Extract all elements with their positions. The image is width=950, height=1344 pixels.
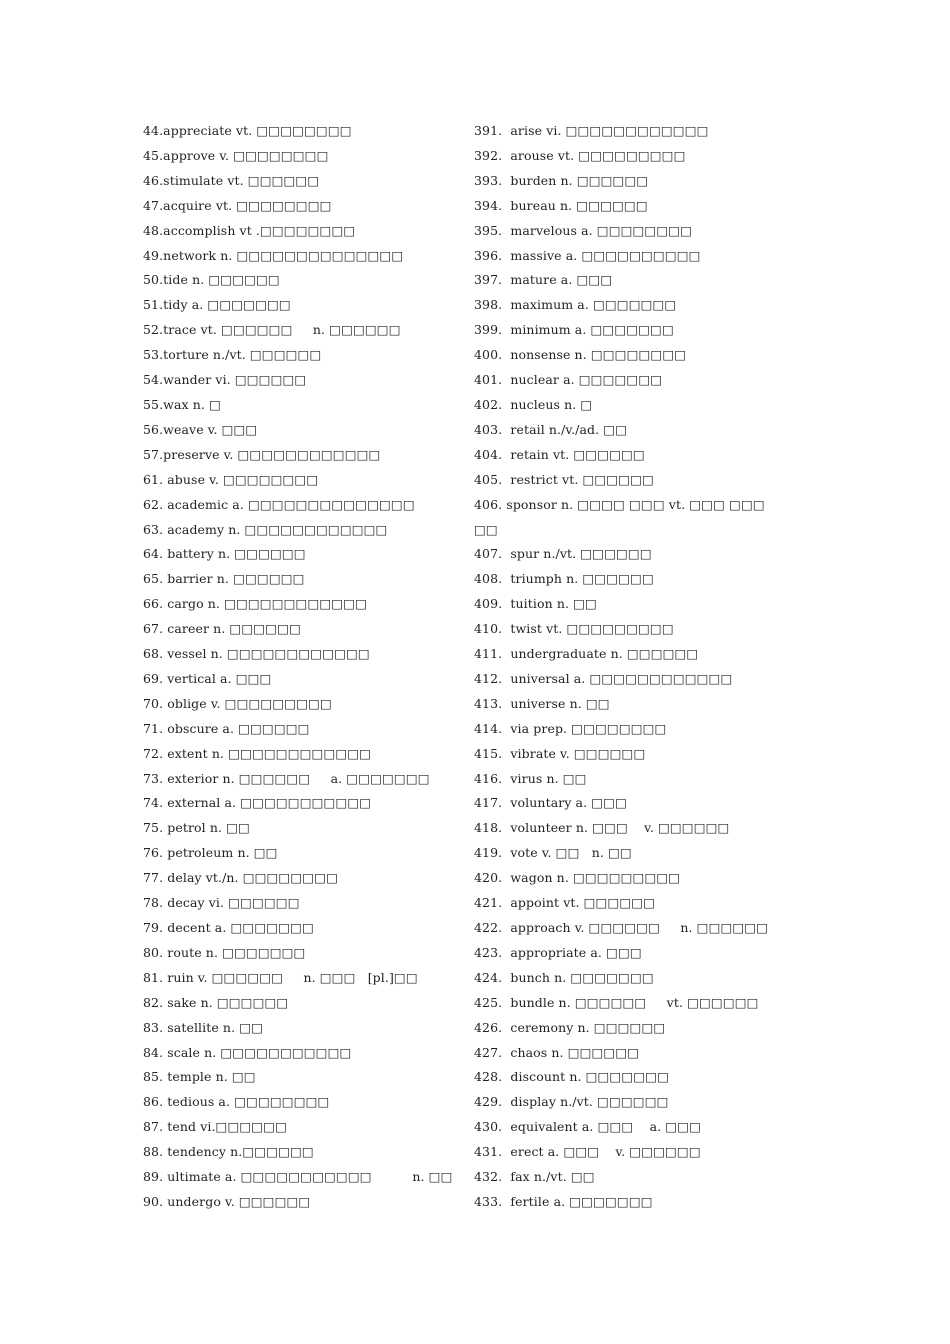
vocab-entry: 73. exterior n. □□□□□□ a. □□□□□□□ bbox=[143, 770, 430, 786]
vocab-entry: 55.wax n. □ bbox=[143, 396, 221, 412]
vocab-entry: 84. scale n. □□□□□□□□□□□ bbox=[143, 1044, 352, 1060]
vocab-entry: 74. external a. □□□□□□□□□□□ bbox=[143, 795, 372, 811]
vocab-entry: 391. arise vi. □□□□□□□□□□□□ bbox=[474, 123, 709, 138]
vocab-entry: 63. academy n. □□□□□□□□□□□□ bbox=[143, 521, 388, 537]
vocab-entry: 403. retail n./v./ad. □□ bbox=[474, 421, 628, 437]
vocab-entry: 418. volunteer n. □□□ v. □□□□□□ bbox=[474, 820, 730, 836]
vocab-entry: 50.tide n. □□□□□□ bbox=[143, 272, 280, 288]
vocab-entry: 47.acquire vt. □□□□□□□□ bbox=[143, 197, 332, 213]
vocab-entry: 421. appoint vt. □□□□□□ bbox=[474, 895, 656, 911]
vocab-entry: 409. tuition n. □□ bbox=[474, 596, 597, 612]
vocab-entry: 86. tedious a. □□□□□□□□ bbox=[143, 1094, 330, 1110]
vocab-entry: 395. marvelous a. □□□□□□□□ bbox=[474, 222, 693, 238]
vocab-entry: 432. fax n./vt. □□ bbox=[474, 1169, 595, 1185]
vocab-entry: 393. burden n. □□□□□□ bbox=[474, 172, 649, 188]
vocab-entry: 404. retain vt. □□□□□□ bbox=[474, 446, 645, 462]
vocab-entry: 427. chaos n. □□□□□□ bbox=[474, 1044, 640, 1060]
vocab-entry: 405. restrict vt. □□□□□□ bbox=[474, 471, 654, 487]
vocab-entry: 81. ruin v. □□□□□□ n. □□□ [pl.]□□ bbox=[143, 969, 418, 985]
vocab-entry: 420. wagon n. □□□□□□□□□ bbox=[474, 870, 681, 886]
vocab-entry: 399. minimum a. □□□□□□□ bbox=[474, 322, 674, 338]
vocab-entry: 71. obscure a. □□□□□□ bbox=[143, 720, 310, 736]
vocab-entry: 433. fertile a. □□□□□□□ bbox=[474, 1193, 653, 1209]
vocab-entry: 419. vote v. □□ n. □□ bbox=[474, 845, 632, 861]
vocab-entry: 46.stimulate vt. □□□□□□ bbox=[143, 172, 320, 188]
vocab-entry: 88. tendency n.□□□□□□ bbox=[143, 1144, 314, 1160]
vocab-entry: 82. sake n. □□□□□□ bbox=[143, 994, 289, 1010]
vocab-entry: 87. tend vi.□□□□□□ bbox=[143, 1119, 287, 1135]
vocab-entry: 424. bunch n. □□□□□□□ bbox=[474, 969, 654, 985]
vocab-entry: 406. sponsor n. □□□□ □□□ vt. □□□ □□□ □□ bbox=[474, 496, 765, 537]
vocab-entry: 78. decay vi. □□□□□□ bbox=[143, 895, 300, 911]
vocab-entry: 431. erect a. □□□ v. □□□□□□ bbox=[474, 1144, 701, 1160]
vocab-entry: 400. nonsense n. □□□□□□□□ bbox=[474, 347, 687, 363]
vocab-entry: 428. discount n. □□□□□□□ bbox=[474, 1069, 669, 1085]
vocab-entry: 429. display n./vt. □□□□□□ bbox=[474, 1094, 669, 1110]
vocab-entry: 423. appropriate a. □□□ bbox=[474, 944, 642, 960]
vocab-entry: 410. twist vt. □□□□□□□□□ bbox=[474, 621, 674, 637]
vocab-entry: 48.accomplish vt .□□□□□□□□ bbox=[143, 222, 356, 238]
vocab-entry: 45.approve v. □□□□□□□□ bbox=[143, 147, 329, 163]
vocab-entry: 85. temple n. □□ bbox=[143, 1069, 256, 1085]
vocab-entry: 64. battery n. □□□□□□ bbox=[143, 546, 306, 562]
vocab-entry: 62. academic a. □□□□□□□□□□□□□□ bbox=[143, 496, 415, 512]
vocab-entry: 89. ultimate a. □□□□□□□□□□□ n. □□ bbox=[143, 1169, 453, 1185]
vocab-entry: 57.preserve v. □□□□□□□□□□□□ bbox=[143, 446, 381, 462]
vocab-entry: 72. extent n. □□□□□□□□□□□□ bbox=[143, 745, 372, 761]
vocab-entry: 417. voluntary a. □□□ bbox=[474, 795, 627, 811]
vocab-entry: 65. barrier n. □□□□□□ bbox=[143, 571, 305, 587]
vocab-entry: 53.torture n./vt. □□□□□□ bbox=[143, 347, 322, 363]
vocab-entry: 76. petroleum n. □□ bbox=[143, 845, 278, 861]
vocab-entry: 425. bundle n. □□□□□□ vt. □□□□□□ bbox=[474, 994, 759, 1010]
vocab-entry: 61. abuse v. □□□□□□□□ bbox=[143, 471, 319, 487]
vocab-entry: 407. spur n./vt. □□□□□□ bbox=[474, 546, 652, 562]
right-column bbox=[474, 119, 794, 1215]
vocab-entry: 83. satellite n. □□ bbox=[143, 1019, 264, 1035]
vocab-entry: 44.appreciate vt. □□□□□□□□ bbox=[143, 123, 352, 138]
vocab-entry: 70. oblige v. □□□□□□□□□ bbox=[143, 695, 332, 711]
vocab-entry: 80. route n. □□□□□□□ bbox=[143, 944, 306, 960]
vocab-entry: 77. delay vt./n. □□□□□□□□ bbox=[143, 870, 338, 886]
vocab-entry: 68. vessel n. □□□□□□□□□□□□ bbox=[143, 646, 370, 662]
vocab-entry: 415. vibrate v. □□□□□□ bbox=[474, 745, 646, 761]
vocab-entry: 90. undergo v. □□□□□□ bbox=[143, 1193, 311, 1209]
vocab-entry: 426. ceremony n. □□□□□□ bbox=[474, 1019, 666, 1035]
vocab-entry: 412. universal a. □□□□□□□□□□□□ bbox=[474, 670, 733, 686]
vocab-entry: 394. bureau n. □□□□□□ bbox=[474, 197, 648, 213]
vocab-entry: 411. undergraduate n. □□□□□□ bbox=[474, 646, 699, 662]
vocab-entry: 402. nucleus n. □ bbox=[474, 396, 593, 412]
vocab-entry: 408. triumph n. □□□□□□ bbox=[474, 571, 654, 587]
vocab-entry: 54.wander vi. □□□□□□ bbox=[143, 372, 307, 388]
vocab-entry: 422. approach v. □□□□□□ n. □□□□□□ bbox=[474, 920, 769, 935]
vocab-entry: 67. career n. □□□□□□ bbox=[143, 621, 301, 637]
vocab-entry: 392. arouse vt. □□□□□□□□□ bbox=[474, 147, 686, 163]
vocab-entry: 52.trace vt. □□□□□□ n. □□□□□□ bbox=[143, 322, 401, 338]
vocab-entry: 75. petrol n. □□ bbox=[143, 820, 250, 836]
vocab-entry: 66. cargo n. □□□□□□□□□□□□ bbox=[143, 596, 368, 612]
vocab-entry: 397. mature a. □□□ bbox=[474, 272, 613, 288]
vocab-entry: 79. decent a. □□□□□□□ bbox=[143, 920, 314, 935]
vocab-entry: 430. equivalent a. □□□ a. □□□ bbox=[474, 1119, 702, 1135]
vocab-entry: 56.weave v. □□□ bbox=[143, 421, 258, 437]
vocab-entry: 416. virus n. □□ bbox=[474, 770, 587, 786]
vocab-entry: 413. universe n. □□ bbox=[474, 695, 610, 711]
vocab-entry: 398. maximum a. □□□□□□□ bbox=[474, 297, 677, 313]
vocab-entry: 401. nuclear a. □□□□□□□ bbox=[474, 372, 663, 388]
vocab-entry: 69. vertical a. □□□ bbox=[143, 670, 272, 686]
vocab-entry: 414. via prep. □□□□□□□□ bbox=[474, 720, 667, 736]
vocab-entry: 396. massive a. □□□□□□□□□□ bbox=[474, 247, 701, 263]
vocab-entry: 49.network n. □□□□□□□□□□□□□□ bbox=[143, 247, 404, 263]
vocab-entry: 51.tidy a. □□□□□□□ bbox=[143, 297, 291, 313]
left-column bbox=[143, 119, 463, 1215]
